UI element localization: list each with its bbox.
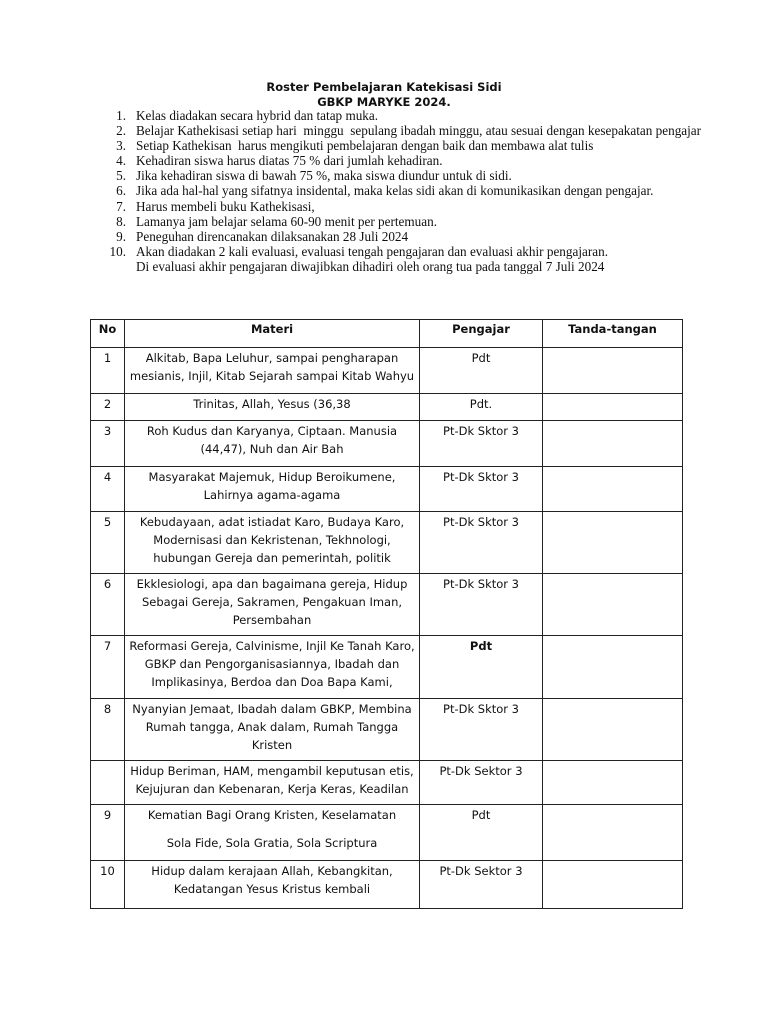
- rule-number: 7.: [116, 198, 126, 214]
- materi-line: Kebudayaan, adat istiadat Karo, Budaya Karo,: [139, 515, 405, 529]
- row-pengajar: Pt-Dk Sektor 3: [420, 761, 543, 805]
- rule-number: 10.: [109, 243, 126, 259]
- row-no: [91, 761, 125, 805]
- materi-line: Lahirnya agama-agama: [203, 488, 341, 502]
- materi-line: Hidup dalam kerajaan Allah, Kebangkitan,: [151, 864, 393, 878]
- rule-item: [108, 138, 708, 153]
- table-row: [91, 574, 683, 636]
- materi-line: Alkitab, Bapa Leluhur, sampai pengharapan: [145, 351, 399, 365]
- materi-line: Kematian Bagi Orang Kristen, Keselamatan: [147, 808, 397, 822]
- header-tanda-tangan: Tanda-tangan: [543, 320, 683, 348]
- row-signature-cell: [543, 467, 683, 512]
- table-row: [91, 861, 683, 909]
- row-pengajar: Pt-Dk Sktor 3: [420, 574, 543, 636]
- materi-line: Sola Fide, Sola Gratia, Sola Scriptura: [166, 836, 378, 850]
- row-materi: [125, 636, 420, 699]
- row-no: 6: [91, 574, 125, 636]
- table-row: [91, 421, 683, 467]
- rule-number: 6.: [116, 183, 126, 199]
- row-pengajar: Pdt: [420, 805, 543, 861]
- materi-line: Roh Kudus dan Karyanya, Ciptaan. Manusia: [146, 424, 398, 438]
- row-no: 9: [91, 805, 125, 861]
- row-signature-cell: [543, 861, 683, 909]
- rule-number: 5.: [116, 168, 126, 184]
- rule-text: Jika ada hal-hal yang sifatnya insidental, maka kelas sidi akan di komunikasikan dengan pengajar.: [136, 183, 654, 199]
- row-pengajar: Pt-Dk Sktor 3: [420, 421, 543, 467]
- materi-line: Ekklesiologi, apa dan bagaimana gereja, Hidup: [136, 577, 408, 591]
- row-pengajar: Pdt: [420, 348, 543, 394]
- row-no: 2: [91, 394, 125, 421]
- rule-item: [108, 123, 708, 138]
- row-materi: [125, 861, 420, 909]
- rules-list: [108, 108, 708, 274]
- materi-line: Reformasi Gereja, Calvinisme, Injil Ke Tanah Karo,: [129, 639, 415, 653]
- rule-text: Belajar Kathekisasi setiap hari minggu sepulang ibadah minggu, atau sesuai dengan kesepakatan pengajar: [136, 123, 702, 139]
- row-materi: [125, 348, 420, 394]
- header-pengajar: Pengajar: [420, 320, 543, 348]
- row-signature-cell: [543, 348, 683, 394]
- row-signature-cell: [543, 574, 683, 636]
- rule-text: Setiap Kathekisan harus mengikuti pembelajaran dengan baik dan membawa alat tulis: [136, 138, 594, 154]
- rule-item: [108, 108, 708, 123]
- row-pengajar: Pdt: [420, 636, 543, 699]
- table-row: [91, 761, 683, 805]
- materi-line: Kristen: [251, 738, 293, 752]
- rule-text: Kelas diadakan secara hybrid dan tatap muka.: [136, 108, 379, 123]
- row-materi: [125, 699, 420, 761]
- row-no: 7: [91, 636, 125, 699]
- materi-line: Hidup Beriman, HAM, mengambil keputusan etis,: [130, 764, 414, 778]
- roster-table: [90, 319, 683, 909]
- row-pengajar: Pt-Dk Sektor 3: [420, 861, 543, 909]
- rule-text: Akan diadakan 2 kali evaluasi, evaluasi tengah pengajaran dan evaluasi akhir pengajaran. Di evaluasi akhir pengajaran diwajibkan dihadiri oleh orang tua pada tanggal 7 Juli 2024: [136, 243, 608, 274]
- rule-number: 2.: [116, 123, 126, 139]
- rule-number: 8.: [116, 213, 126, 229]
- row-materi: [125, 394, 420, 421]
- row-materi: [125, 805, 420, 861]
- materi-line: Rumah tangga, Anak dalam, Rumah Tangga: [145, 720, 399, 734]
- row-signature-cell: [543, 421, 683, 467]
- row-signature-cell: [543, 636, 683, 699]
- rule-number: 9.: [116, 228, 126, 244]
- table-row: [91, 805, 683, 861]
- table-row: [91, 512, 683, 574]
- row-materi: [125, 421, 420, 467]
- rule-item: [108, 214, 708, 229]
- row-pengajar: Pt-Dk Sktor 3: [420, 512, 543, 574]
- row-no: 3: [91, 421, 125, 467]
- materi-line: Kejujuran dan Kebenaran, Kerja Keras, Keadilan: [135, 782, 409, 796]
- materi-line: Persembahan: [232, 613, 312, 627]
- row-signature-cell: [543, 761, 683, 805]
- header-no: No: [91, 320, 125, 348]
- materi-line: Implikasinya, Berdoa dan Doa Bapa Kami,: [151, 675, 393, 689]
- row-signature-cell: [543, 394, 683, 421]
- row-materi: [125, 467, 420, 512]
- row-no: 4: [91, 467, 125, 512]
- rule-text: Kehadiran siswa harus diatas 75 % dari jumlah kehadiran.: [136, 153, 443, 169]
- row-signature-cell: [543, 699, 683, 761]
- rule-text: Peneguhan direncanakan dilaksanakan 28 Juli 2024: [136, 228, 409, 244]
- row-pengajar: Pt-Dk Sktor 3: [420, 467, 543, 512]
- rule-number: 3.: [116, 138, 126, 154]
- rule-item: [108, 153, 708, 168]
- materi-line: hubungan Gereja dan pemerintah, politik: [153, 551, 391, 565]
- rule-item: [108, 168, 708, 183]
- table-row: [91, 467, 683, 512]
- rule-text: Harus membeli buku Kathekisasi,: [136, 198, 315, 214]
- table-row: [91, 699, 683, 761]
- materi-line: mesianis, Injil, Kitab Sejarah sampai Kitab Wahyu: [129, 369, 415, 383]
- row-signature-cell: [543, 512, 683, 574]
- materi-line: Modernisasi dan Kekristenan, Tekhnologi,: [153, 533, 391, 547]
- rule-item: [108, 199, 708, 214]
- materi-line: Masyarakat Majemuk, Hidup Beroikumene,: [148, 470, 396, 484]
- header-materi: Materi: [125, 320, 420, 348]
- rule-item: [108, 183, 708, 198]
- row-signature-cell: [543, 805, 683, 861]
- row-materi: [125, 761, 420, 805]
- materi-line: (44,47), Nuh dan Air Bah: [200, 442, 344, 456]
- row-no: 10: [91, 861, 125, 909]
- row-no: 8: [91, 699, 125, 761]
- rule-item: [108, 229, 708, 244]
- row-no: 1: [91, 348, 125, 394]
- row-pengajar: Pdt.: [420, 394, 543, 421]
- materi-line: Kedatangan Yesus Kristus kembali: [173, 882, 371, 896]
- page-subtitle: GBKP MARYKE 2024.: [317, 95, 451, 109]
- rule-number: 4.: [116, 153, 126, 169]
- rule-number: 1.: [116, 108, 126, 123]
- rule-item: [108, 244, 708, 274]
- table-header-row: [91, 320, 683, 348]
- row-materi: [125, 512, 420, 574]
- materi-line: GBKP dan Pengorganisasiannya, Ibadah dan: [144, 657, 400, 671]
- table-row: [91, 394, 683, 421]
- materi-line: Nyanyian Jemaat, Ibadah dalam GBKP, Membina: [132, 702, 412, 716]
- row-no: 5: [91, 512, 125, 574]
- page-title: Roster Pembelajaran Katekisasi Sidi: [266, 80, 502, 94]
- materi-line: Sebagai Gereja, Sakramen, Pengakuan Iman,: [141, 595, 403, 609]
- table-row: [91, 636, 683, 699]
- rule-text: Jika kehadiran siswa di bawah 75 %, maka siswa diundur untuk di sidi.: [136, 168, 512, 184]
- row-pengajar: Pt-Dk Sktor 3: [420, 699, 543, 761]
- table-row: [91, 348, 683, 394]
- materi-line: Trinitas, Allah, Yesus (36,38: [193, 397, 351, 411]
- rule-text: Lamanya jam belajar selama 60-90 menit per pertemuan.: [136, 213, 437, 229]
- row-materi: [125, 574, 420, 636]
